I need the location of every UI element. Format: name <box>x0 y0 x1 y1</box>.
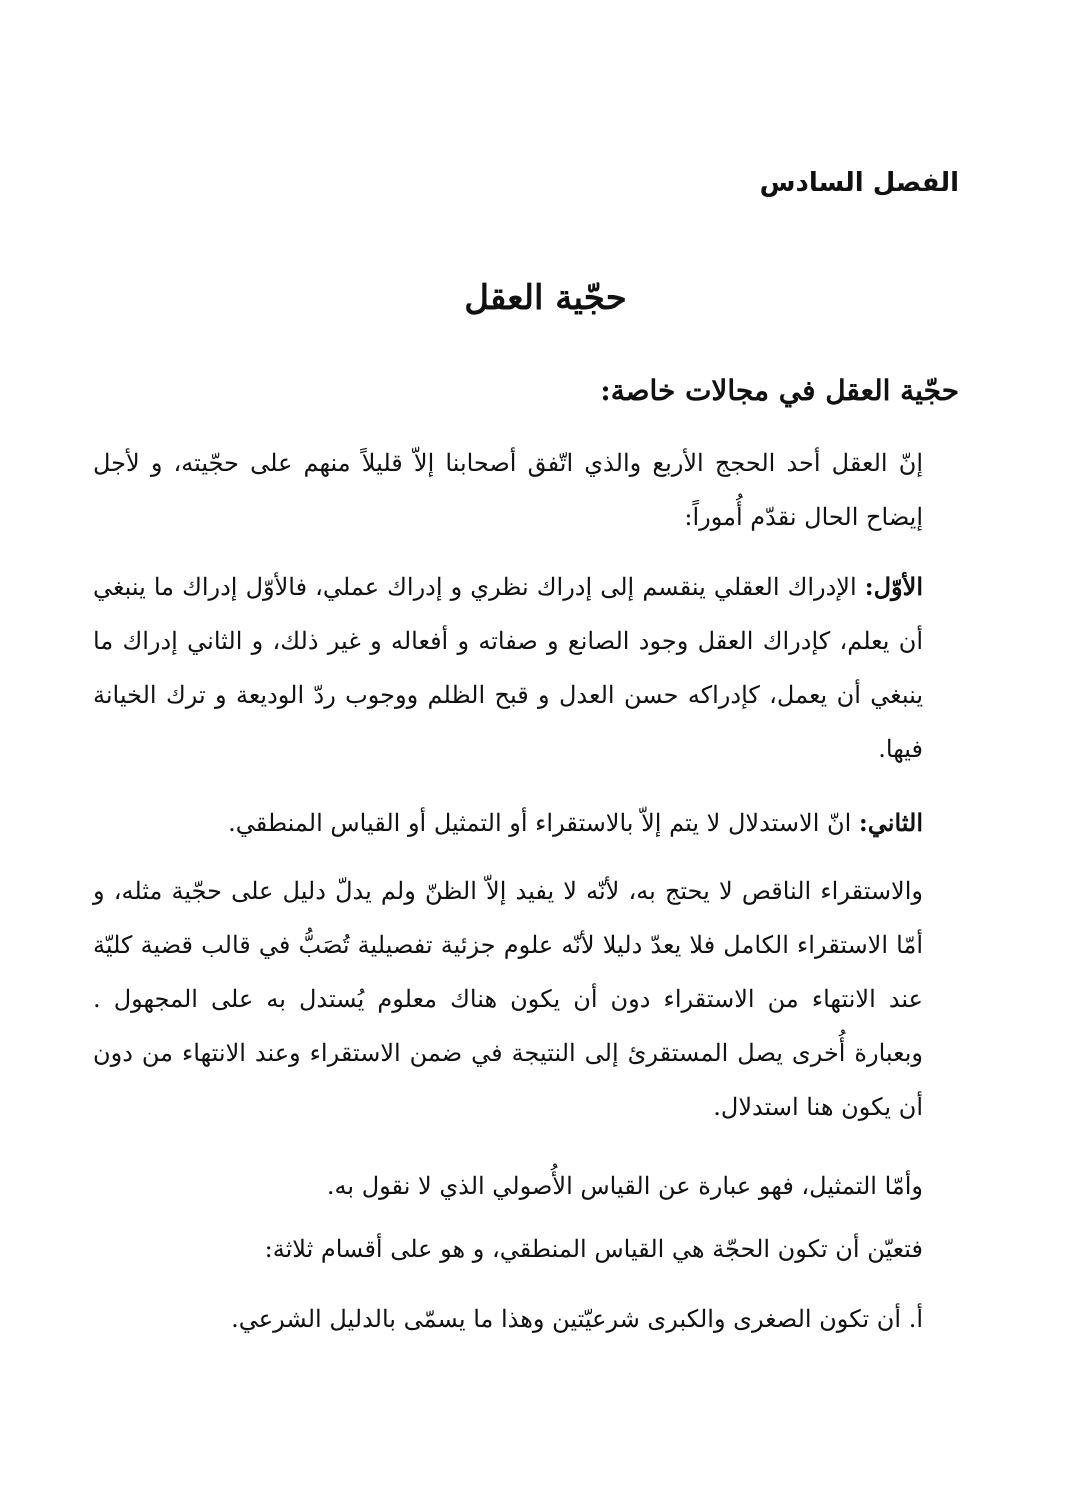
paragraph-text: فتعيّن أن تكون الحجّة هي القياس المنطقي، و هو على أقسام ثلاثة: <box>264 1235 923 1263</box>
paragraph-intro <box>93 436 959 544</box>
paragraph-lead: الثاني: <box>858 808 923 837</box>
paragraph-item-a <box>93 1292 959 1346</box>
paragraph-text: وأمّا التمثيل، فهو عبارة عن القياس الأُصولي الذي لا نقول به. <box>326 1172 923 1200</box>
chapter-title: حجّية العقل <box>464 278 627 318</box>
paragraph-induction <box>93 864 959 1134</box>
paragraph-first-point <box>93 560 959 776</box>
paragraph-text: إنّ العقل أحد الحجج الأربع والذي اتّفق أصحابنا إلاّ قليلاً منهم على حجّيته، و لأجل إيضاح الحال نقدّم أُموراً: <box>93 449 923 531</box>
paragraph-syllogism <box>93 1222 959 1276</box>
paragraph-lead: الأوّل: <box>864 572 923 601</box>
paragraph-text: والاستقراء الناقص لا يحتج به، لأنّه لا يفيد إلاّ الظنّ ولم يدلّ دليل على حجّية مثله، و أمّا الاستقراء الكامل فلا يعدّ دليلا لأنّه علوم جزئية تفصيلية تُصَبُّ في قالب قضية كليّة عند الانتهاء من الاستقراء دون أن يكون هناك معلوم يُستدل به على المجهول . وبعبارة أُخرى يصل المستقرئ إلى النتيجة في ضمن الاستقراء وعند الانتهاء من دون أن يكون هنا استدلال. <box>93 877 923 1121</box>
paragraph-text: أ. أن تكون الصغرى والكبرى شرعيّتين وهذا ما يسمّى بالدليل الشرعي. <box>231 1305 923 1333</box>
chapter-label: الفصل السادس <box>759 168 959 198</box>
section-heading: حجّية العقل في مجالات خاصة: <box>600 374 959 407</box>
paragraph-text: انّ الاستدلال لا يتم إلاّ بالاستقراء أو التمثيل أو القياس المنطقي. <box>228 809 859 837</box>
paragraph-analogy <box>93 1159 959 1213</box>
paragraph-second-point <box>93 796 959 850</box>
paragraph-text: الإدراك العقلي ينقسم إلى إدراك نظري و إدراك عملي، فالأوّل إدراك ما ينبغي أن يعلم، كإدراك العقل وجود الصانع و صفاته و أفعاله و غير ذلك، و الثاني إدراك ما ينبغي أن يعمل، كإدراكه حسن العدل و قبح الظلم ووجوب ردّ الوديعة و ترك الخيانة فيها. <box>93 573 923 763</box>
